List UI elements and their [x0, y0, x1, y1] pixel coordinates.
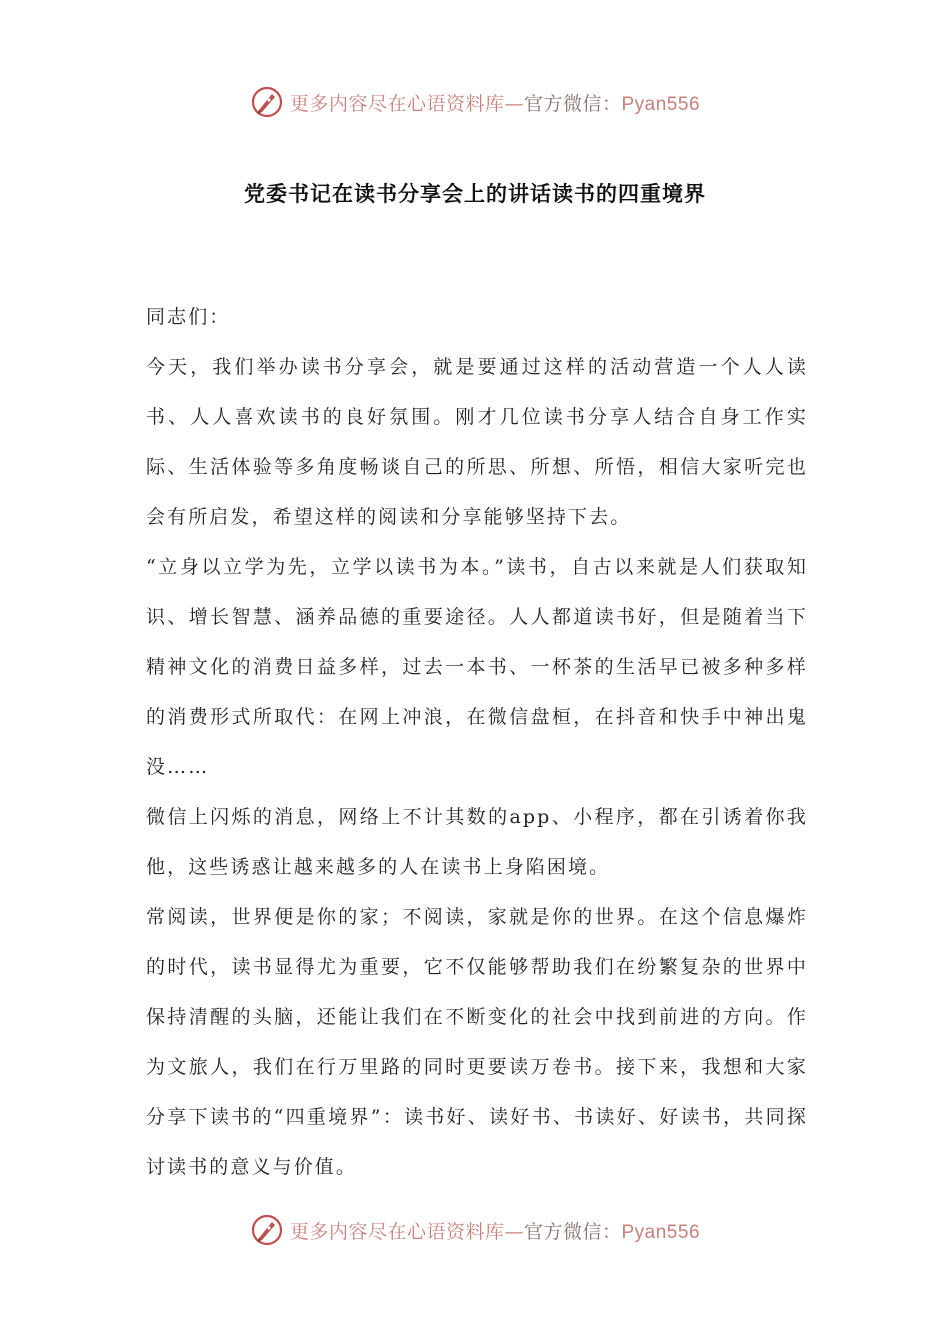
- watermark-separator: —: [504, 1220, 524, 1243]
- paragraph: “立身以立学为先，立学以读书为本。”读书，自古以来就是人们获取知识、增长智慧、涵养品德的重要途径。人人都道读书好，但是随着当下精神文化的消费日益多样，过去一本书、一杯茶的生活早已被多种多样的消费形式所取代：在网上冲浪，在微信盘桓，在抖音和快手中神出鬼没……: [146, 556, 808, 778]
- watermark-contact-label: 官方微信：: [523, 1220, 622, 1243]
- paragraph: 常阅读，世界便是你的家；不阅读，家就是你的世界。在这个信息爆炸的时代，读书显得尤为重要，它不仅能够帮助我们在纷繁复杂的世界中保持清醒的头脑，还能让我们在不断变化的社会中找到前进的方向。作为文旅人，我们在行万里路的同时更要读万卷书。接下来，我想和大家分享下读书的“四重境界”：读书好、读好书、书读好、好读书，共同探讨读书的意义与价值。: [146, 906, 808, 1178]
- pen-nib-logo-icon: [250, 1213, 284, 1247]
- watermark-contact-label: 官方微信：: [523, 92, 622, 115]
- footer-watermark: [0, 1208, 950, 1252]
- watermark-contact-handle: Pyan556: [621, 93, 701, 115]
- watermark-text: [290, 89, 700, 116]
- paragraph-salutation: 同志们：: [146, 306, 231, 328]
- watermark-text: [290, 1217, 700, 1244]
- paragraph: 今天，我们举办读书分享会，就是要通过这样的活动营造一个人人读书、人人喜欢读书的良好氛围。刚才几位读书分享人结合自身工作实际、生活体验等多角度畅谈自己的所思、所想、所悟，相信大家听完也会有所启发，希望这样的阅读和分享能够坚持下去。: [146, 356, 808, 528]
- paragraph: 微信上闪烁的消息，网络上不计其数的app、小程序，都在引诱着你我他，这些诱惑让越来越多的人在读书上身陷困境。: [146, 806, 808, 878]
- document-title: 党委书记在读书分享会上的讲话读书的四重境界: [244, 182, 706, 206]
- pen-nib-logo-icon: [250, 85, 284, 119]
- watermark-contact-handle: Pyan556: [621, 1221, 701, 1243]
- watermark-separator: —: [504, 92, 524, 115]
- watermark-main: 更多内容尽在心语资料库: [289, 1220, 505, 1243]
- document-body: [146, 292, 808, 1192]
- watermark-main: 更多内容尽在心语资料库: [289, 92, 505, 115]
- header-watermark: [0, 80, 950, 124]
